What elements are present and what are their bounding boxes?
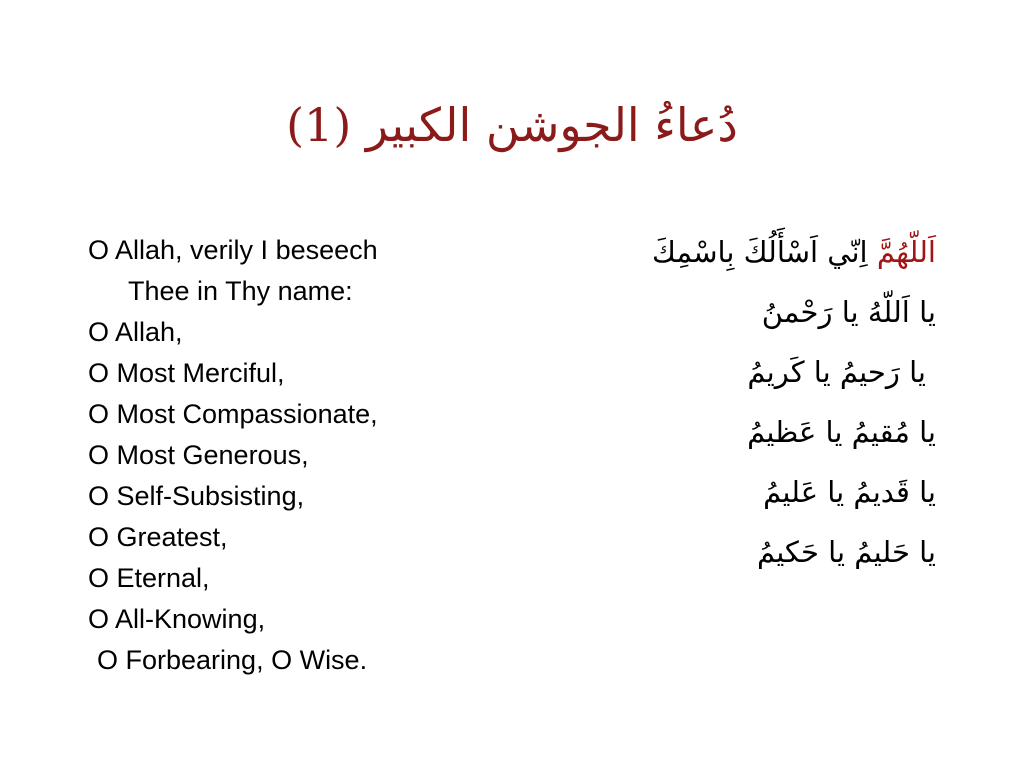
arabic-line: يا قَديمُ يا عَليمُ	[763, 475, 936, 509]
english-line: O All-Knowing,	[88, 604, 266, 634]
arabic-text	[516, 222, 936, 582]
arabic-line: يا حَليمُ يا حَكيمُ	[756, 535, 936, 569]
arabic-line-rest: اِنّي اَسْأَلُكَ بِاسْمِكَ	[651, 235, 877, 269]
arabic-line	[516, 222, 936, 282]
english-line: O Allah,	[88, 317, 183, 347]
english-line: Thee in Thy name:	[128, 276, 353, 306]
english-line: O Eternal,	[88, 563, 210, 593]
arabic-line: يا اَللّهُ يا رَحْمنُ	[761, 295, 936, 329]
english-line: O Self-Subsisting,	[88, 481, 305, 511]
english-line: O Most Compassionate,	[88, 399, 378, 429]
arabic-line: يا مُقيمُ يا عَظيمُ	[747, 415, 936, 449]
english-line: O Forbearing, O Wise.	[97, 645, 368, 675]
english-line: O Most Merciful,	[88, 358, 285, 388]
english-line: O Greatest,	[88, 522, 228, 552]
arabic-invocation: اَللّهُمَّ	[876, 235, 936, 269]
slide-title: (1) دُعاءُ الجوشن الكبير	[286, 98, 738, 152]
english-line: O Allah, verily I beseech	[88, 235, 378, 265]
english-line: O Most Generous,	[88, 440, 309, 470]
english-translation	[88, 230, 508, 681]
arabic-line: يا رَحيمُ يا كَريمُ	[747, 355, 926, 389]
